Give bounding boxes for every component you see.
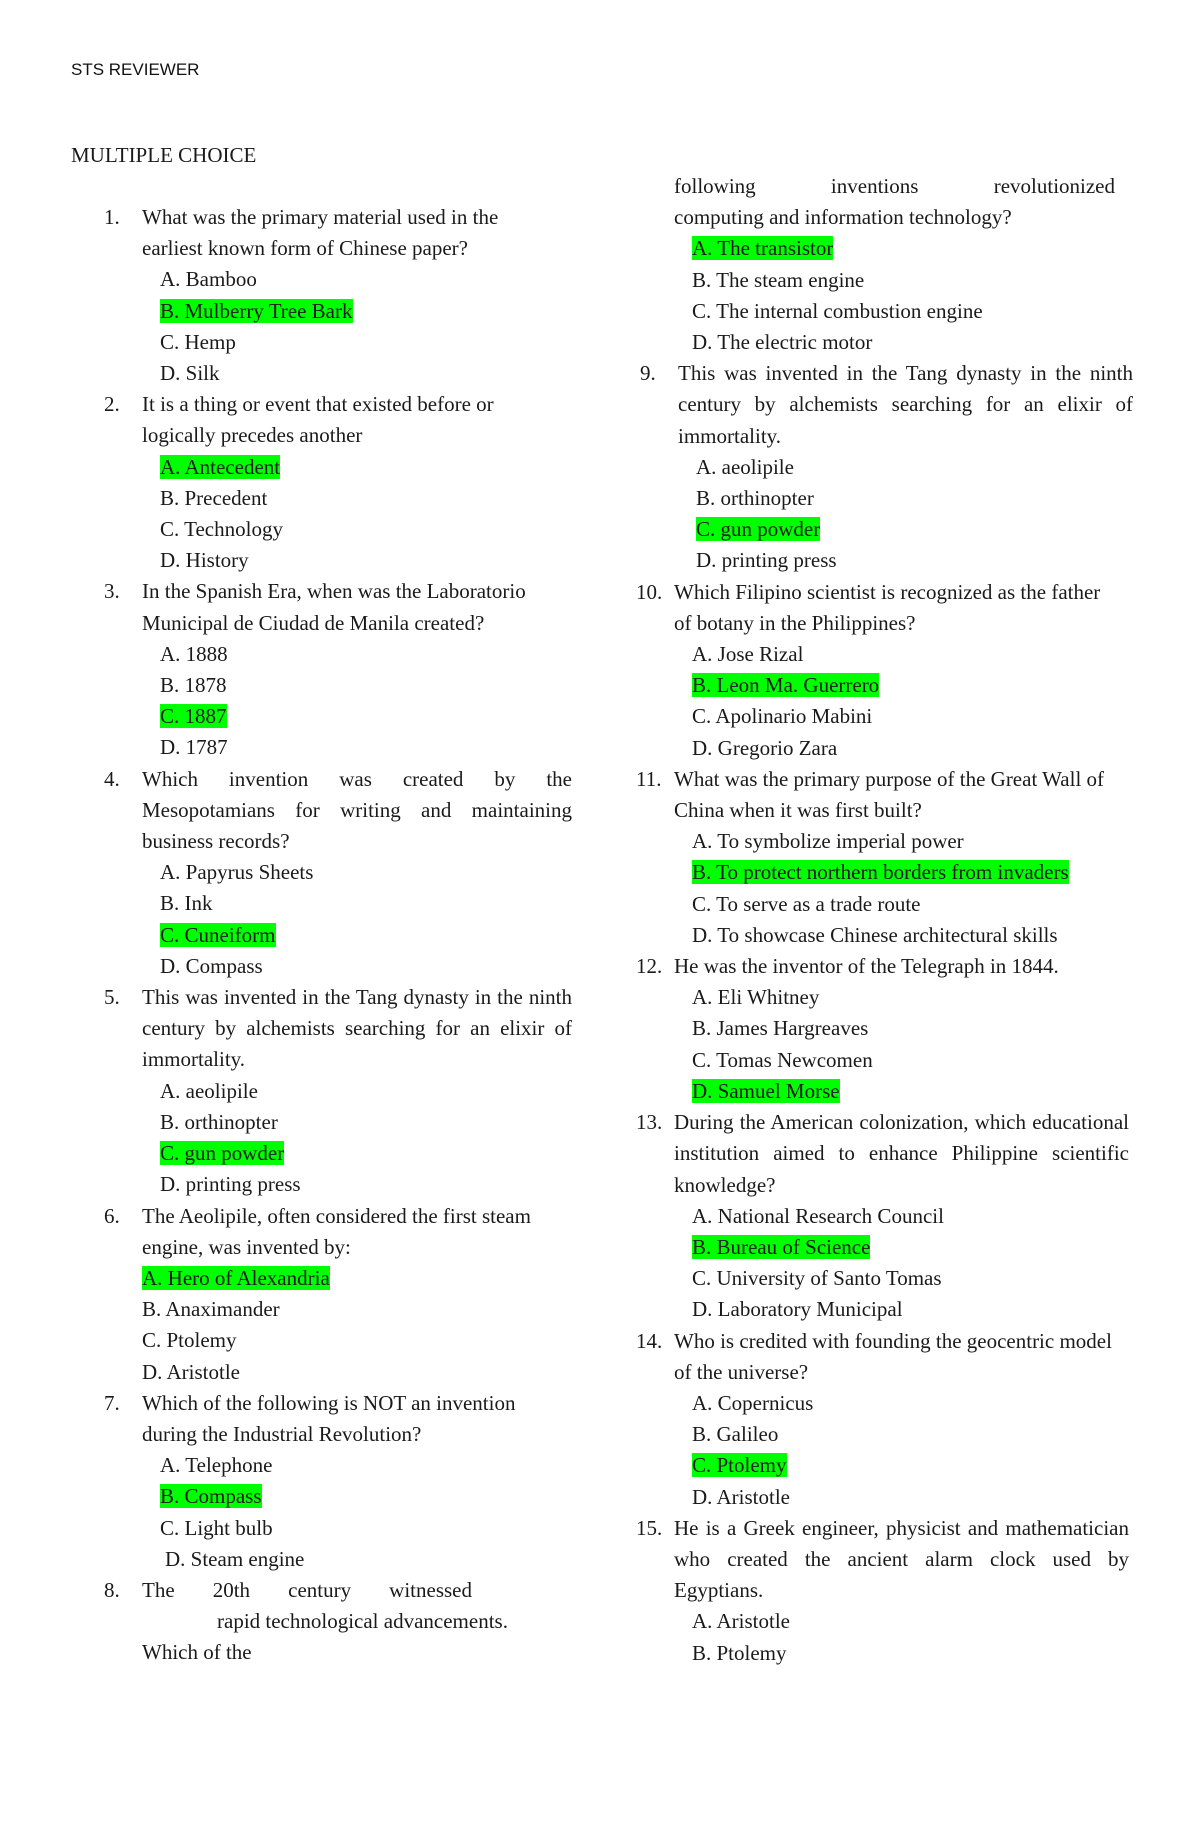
choice-c-correct[interactable]: C. gun powder bbox=[160, 1141, 285, 1166]
choice-b[interactable]: B. Ink bbox=[160, 891, 213, 916]
question-text: This was invented in the Tang dynasty in the ninth century by alchemists searching for an elixir of immortality. bbox=[142, 985, 572, 1072]
choice-c[interactable]: C. To serve as a trade route bbox=[692, 891, 921, 916]
choice-d[interactable]: D. printing press bbox=[160, 1172, 301, 1197]
question-3 bbox=[104, 576, 572, 763]
choice-a[interactable]: A. Bamboo bbox=[160, 267, 257, 292]
page-header: STS REVIEWER bbox=[71, 60, 200, 79]
choice-b-correct[interactable]: B. Leon Ma. Guerrero bbox=[692, 673, 880, 698]
question-number: 6. bbox=[104, 1203, 120, 1228]
question-text-line: rapid technological advancements. bbox=[217, 1609, 508, 1634]
section-title: MULTIPLE CHOICE bbox=[71, 143, 257, 167]
choice-d[interactable]: D. 1787 bbox=[160, 735, 228, 760]
question-number: 13. bbox=[636, 1110, 663, 1135]
choice-a[interactable]: A. To symbolize imperial power bbox=[692, 829, 964, 854]
question-11 bbox=[636, 764, 1133, 951]
choice-a[interactable]: A. Jose Rizal bbox=[692, 642, 804, 667]
choice-b[interactable]: B. orthinopter bbox=[696, 486, 814, 511]
choice-a[interactable]: A. Papyrus Sheets bbox=[160, 860, 314, 885]
choice-d[interactable]: D. Silk bbox=[160, 361, 220, 386]
choice-d[interactable]: D. Gregorio Zara bbox=[692, 735, 838, 760]
question-text: He is a Greek engineer, physicist and mathematician who created the ancient alarm clock used by Egyptians. bbox=[674, 1515, 1129, 1603]
choice-b[interactable]: B. James Hargreaves bbox=[692, 1016, 869, 1041]
question-text: During the American colonization, which educational institution aimed to enhance Philippine scientific knowledge? bbox=[674, 1110, 1129, 1197]
choice-a-correct[interactable]: A. Hero of Alexandria bbox=[142, 1265, 330, 1290]
question-12 bbox=[636, 951, 1133, 1107]
question-text: Which invention was created by the Mesopotamians for writing and maintaining business records? bbox=[142, 766, 572, 854]
question-5 bbox=[104, 982, 572, 1200]
choice-a[interactable]: A. aeolipile bbox=[696, 454, 794, 479]
choice-c[interactable]: C. The internal combustion engine bbox=[692, 298, 983, 323]
choice-d[interactable]: D. Aristotle bbox=[142, 1359, 240, 1384]
question-text: Which of the following is NOT an invention during the Industrial Revolution? bbox=[142, 1390, 516, 1446]
question-9 bbox=[640, 358, 1133, 576]
choice-d-correct[interactable]: D. Samuel Morse bbox=[692, 1078, 840, 1103]
choice-d[interactable]: D. Laboratory Municipal bbox=[692, 1297, 903, 1322]
choice-b-correct[interactable]: B. Compass bbox=[160, 1484, 262, 1509]
choice-c-correct[interactable]: C. gun powder bbox=[696, 517, 821, 542]
question-text-line: computing and information technology? bbox=[674, 205, 1012, 230]
question-number: 5. bbox=[104, 985, 120, 1010]
choice-c[interactable]: C. University of Santo Tomas bbox=[692, 1266, 942, 1291]
right-column bbox=[636, 171, 1133, 1669]
choice-c[interactable]: C. Ptolemy bbox=[142, 1328, 237, 1353]
choice-a[interactable]: A. Aristotle bbox=[692, 1609, 790, 1634]
choice-b-correct[interactable]: B. To protect northern borders from invaders bbox=[692, 860, 1069, 885]
choice-d[interactable]: D. To showcase Chinese architectural skills bbox=[692, 922, 1058, 947]
question-8-continued bbox=[636, 171, 1133, 358]
choice-c-correct[interactable]: C. 1887 bbox=[160, 704, 227, 729]
choice-b[interactable]: B. The steam engine bbox=[692, 267, 865, 292]
question-number: 10. bbox=[636, 579, 663, 604]
question-2 bbox=[104, 389, 572, 576]
choice-a[interactable]: A. Copernicus bbox=[692, 1390, 814, 1415]
question-text: Which Filipino scientist is recognized as the father of botany in the Philippines? bbox=[674, 579, 1101, 635]
question-number: 8. bbox=[104, 1577, 120, 1602]
choice-b[interactable]: B. Galileo bbox=[692, 1422, 779, 1447]
question-8 bbox=[104, 1575, 572, 1669]
choice-c-correct[interactable]: C. Cuneiform bbox=[160, 922, 276, 947]
question-4 bbox=[104, 764, 572, 982]
choice-a[interactable]: A. Telephone bbox=[160, 1453, 273, 1478]
question-number: 4. bbox=[104, 766, 120, 791]
choice-c[interactable]: C. Hemp bbox=[160, 329, 236, 354]
choice-a-correct[interactable]: A. The transistor bbox=[692, 236, 834, 261]
question-1 bbox=[104, 202, 572, 389]
question-number: 14. bbox=[636, 1328, 663, 1353]
choice-c[interactable]: C. Technology bbox=[160, 517, 283, 542]
choice-a[interactable]: A. Eli Whitney bbox=[692, 985, 820, 1010]
choice-b[interactable]: B. Anaximander bbox=[142, 1297, 280, 1322]
question-text-line: following inventions revolutionized bbox=[674, 174, 1115, 198]
question-number: 2. bbox=[104, 392, 120, 417]
question-number: 3. bbox=[104, 579, 120, 604]
question-14 bbox=[636, 1326, 1133, 1513]
question-text-line: The 20th century witnessed bbox=[142, 1577, 472, 1602]
question-text: The Aeolipile, often considered the first steam engine, was invented by: bbox=[142, 1203, 531, 1259]
question-text: In the Spanish Era, when was the Laboratorio Municipal de Ciudad de Manila created? bbox=[142, 579, 526, 635]
choice-d[interactable]: D. Compass bbox=[160, 953, 263, 978]
choice-c[interactable]: C. Apolinario Mabini bbox=[692, 704, 873, 729]
choice-a[interactable]: A. National Research Council bbox=[692, 1203, 944, 1228]
choice-d[interactable]: D. Aristotle bbox=[692, 1484, 790, 1509]
question-13 bbox=[636, 1107, 1133, 1325]
question-text: This was invented in the Tang dynasty in the ninth century by alchemists searching for an elixir of immortality. bbox=[678, 361, 1133, 448]
question-10 bbox=[636, 577, 1133, 764]
choice-b-correct[interactable]: B. Bureau of Science bbox=[692, 1234, 871, 1259]
question-text: What was the primary purpose of the Great Wall of China when it was first built? bbox=[674, 766, 1105, 823]
question-number: 11. bbox=[636, 766, 662, 791]
choice-d[interactable]: D. printing press bbox=[696, 548, 837, 573]
choice-d[interactable]: D. History bbox=[160, 548, 249, 573]
choice-a[interactable]: A. 1888 bbox=[160, 641, 228, 666]
choice-a-correct[interactable]: A. Antecedent bbox=[160, 454, 281, 479]
question-number: 7. bbox=[104, 1390, 120, 1415]
choice-b[interactable]: B. Ptolemy bbox=[692, 1640, 787, 1665]
question-15 bbox=[636, 1513, 1133, 1669]
choice-b[interactable]: B. orthinopter bbox=[160, 1109, 278, 1134]
choice-a[interactable]: A. aeolipile bbox=[160, 1078, 258, 1103]
question-6 bbox=[104, 1201, 572, 1388]
choice-c[interactable]: C. Tomas Newcomen bbox=[692, 1047, 873, 1072]
question-number: 9. bbox=[640, 361, 656, 386]
choice-c-correct[interactable]: C. Ptolemy bbox=[692, 1453, 787, 1478]
left-column bbox=[104, 202, 572, 1669]
choice-b[interactable]: B. Precedent bbox=[160, 485, 268, 510]
question-text: He was the inventor of the Telegraph in 1844. bbox=[674, 954, 1059, 979]
choice-c[interactable]: C. Light bulb bbox=[160, 1515, 273, 1540]
choice-b-correct[interactable]: B. Mulberry Tree Bark bbox=[160, 298, 353, 323]
question-text: Who is credited with founding the geocentric model of the universe? bbox=[674, 1328, 1112, 1384]
question-text: It is a thing or event that existed before or logically precedes another bbox=[142, 392, 494, 448]
question-7 bbox=[104, 1388, 572, 1575]
choice-b[interactable]: B. 1878 bbox=[160, 673, 227, 698]
question-text-line: Which of the bbox=[142, 1640, 252, 1665]
question-text: What was the primary material used in the earliest known form of Chinese paper? bbox=[142, 205, 499, 261]
choice-d[interactable]: D. Steam engine bbox=[165, 1546, 305, 1571]
choice-d[interactable]: D. The electric motor bbox=[692, 330, 873, 355]
question-number: 12. bbox=[636, 954, 663, 979]
question-number: 1. bbox=[104, 205, 120, 229]
question-number: 15. bbox=[636, 1515, 663, 1540]
